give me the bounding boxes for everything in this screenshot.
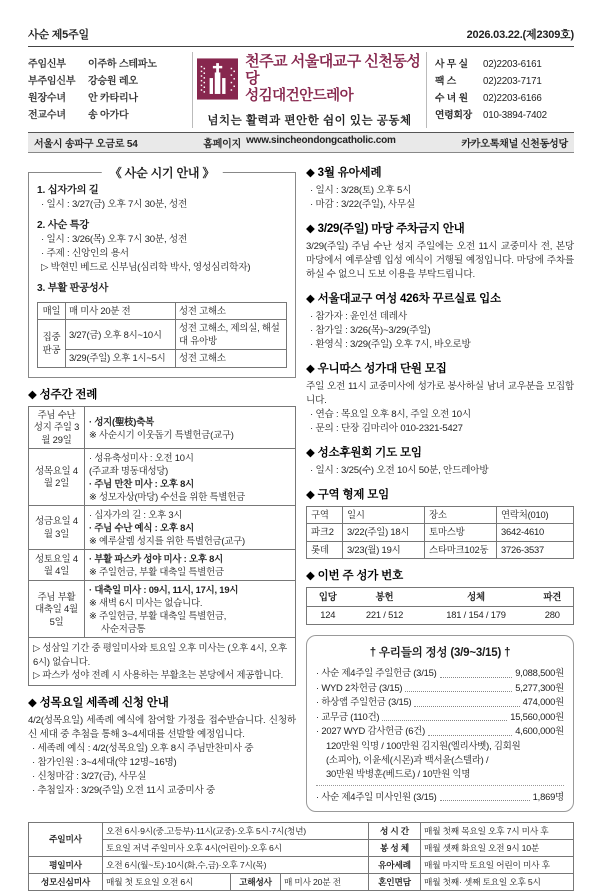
contact-list: [426, 52, 574, 128]
schedule-label: 주일미사: [29, 823, 103, 857]
header-cell: 연락처(010): [497, 506, 574, 524]
item-line: ▷ 박현민 베드로 신부님(심리학 박사, 영성심리학자): [41, 261, 251, 273]
title-bar: [28, 26, 574, 42]
issue-date: 2026.03.22.(제2309호): [466, 29, 574, 41]
offering-label: · 하상앱 주일헌금 (3/15): [316, 696, 412, 708]
detail-line: · 성지(聖枝)축복: [89, 415, 154, 427]
offering-item: [316, 666, 564, 681]
no-parking-paragraph: 3/29(주일) 주님 수난 성지 주일에는 오전 11시 교중미사 전, 본당 마당에서 예루살렘 입성 예식이 거행될 예정입니다. 마당에 주차를 하실 수 없으니 도보 이용을 부탁드립니다.: [306, 240, 574, 280]
header-cell: 파견: [532, 588, 574, 607]
schedule-value: 매월 첫 토요일 오전 6시: [103, 874, 231, 891]
offering-value: 1,869명: [532, 790, 564, 802]
staff-name: 송 아가다: [88, 110, 129, 121]
contact-row: [435, 73, 574, 90]
detail-line: ※ 사순시기 이웃돕기 특별헌금(교구): [89, 428, 234, 440]
right-column: [306, 164, 574, 813]
lent-guide-box: [28, 165, 296, 378]
church-name-line2: 성김대건안드레아: [245, 87, 354, 104]
item-title: 1. 십자가의 길: [37, 184, 99, 196]
cell: 221 / 512: [365, 609, 404, 621]
cell: 성전 고해소: [176, 302, 287, 320]
homepage-label: 홈페이지: [203, 138, 242, 150]
offering-title: † 우리들의 정성 (3/9~3/15) †: [369, 647, 511, 660]
schedule-value: 매 미사 20분 전: [281, 874, 369, 891]
cell: 집중 판공: [38, 320, 66, 368]
church-name-line1: 천주교 서울대교구 신천동성당: [245, 53, 421, 87]
header-cell: 일시: [343, 506, 425, 524]
staff-row: [28, 73, 192, 90]
cell: 스타마크102동: [425, 541, 497, 559]
cell: 매 미사 20분 전: [66, 302, 176, 320]
table-row: [29, 406, 296, 449]
district-heading: ◆ 구역 형제 모임: [306, 488, 390, 501]
lent-item-way-of-cross: [37, 183, 287, 212]
dot-leader: [414, 706, 519, 707]
detail-line: ※ 예루살렘 성지를 위한 특별헌금(교구): [89, 535, 245, 547]
cell: 파크2: [307, 524, 343, 542]
schedule-label: 성모신심미사: [29, 874, 103, 891]
day-cell: 주님 수난 성지 주일 3월 29일: [29, 406, 85, 449]
church-slogan: 넘치는 활력과 편안한 쉼이 있는 공동체: [207, 114, 412, 127]
choir-line: · 문의 : 단장 김마리아 010-2321-5427: [310, 422, 463, 434]
cell: 181 / 154 / 179: [446, 609, 506, 621]
vocation-heading: ◆ 성소후원회 기도 모임: [306, 446, 422, 459]
schedule-value: 매월 첫째· 셋째 토요일 오후 5시: [421, 874, 574, 891]
foot-washing-line: · 세족례 예식 : 4/2(성목요일) 오후 8시 주님만찬미사 중: [32, 742, 254, 754]
detail-line: · 대축일 미사 : 09시, 11시, 17시, 19시: [89, 584, 239, 596]
table-row: [307, 541, 574, 559]
offering-item: [316, 681, 564, 696]
table-row: [29, 506, 296, 550]
table-row: [29, 550, 296, 581]
schedule-label: 평일미사: [29, 857, 103, 874]
note-line: ▷ 파스카 성야 전례 시 사용하는 부활초는 본당에서 제공합니다.: [33, 669, 284, 681]
church-identity: [197, 54, 422, 104]
foot-washing-heading: ◆ 성목요일 세족례 신청 안내: [28, 696, 169, 709]
contact-value: 02)2203-6166: [483, 93, 542, 104]
cell: 3/23(월) 19시: [343, 541, 425, 559]
day-cell: 주님 부활 대축일 4월 5일: [29, 581, 85, 638]
offering-detail-line: (소피아), 이윤세(시몬)과 백서윤(스텔라) /: [326, 753, 489, 765]
staff-list: [28, 52, 193, 128]
cell: 매일: [38, 302, 66, 320]
schedule-value: 매월 마지막 토요일 어린이 미사 후: [421, 857, 574, 874]
hymns-heading: ◆ 이번 주 성가 번호: [306, 570, 403, 583]
notes-cell: [29, 638, 296, 686]
detail-line: · 십자가의 길 : 오후 3시: [89, 509, 183, 521]
left-column: [28, 164, 296, 813]
holy-week-heading: ◆ 성주간 전례: [28, 388, 98, 401]
schedule-label: 고해성사: [231, 874, 281, 891]
contact-row: [435, 107, 574, 124]
offering-label: · 사순 제4주일 미사인원 (3/15): [316, 790, 437, 802]
offering-detail-line: 30만원 박병훈(베드로) / 10만원 익명: [326, 767, 471, 779]
staff-role: 원장수녀: [28, 93, 66, 104]
cursillo-line: · 참가자 : 윤인선 데레사: [310, 310, 407, 322]
choir-paragraph: 주일 오전 11시 교중미사에 성가로 봉사하실 남녀 교우분을 모집합니다.: [306, 380, 574, 406]
schedule-label: 성 시 간: [369, 823, 421, 840]
item-title: 3. 부활 판공성사: [37, 282, 109, 294]
day-cell: 성토요일 4월 4일: [29, 550, 85, 581]
staff-row: [28, 90, 192, 107]
offering-label: · 사순 제4주일 주일헌금 (3/15): [316, 667, 437, 679]
dot-leader: [440, 677, 513, 678]
address-bar: [28, 132, 574, 153]
schedule-label: 유아세례: [369, 857, 421, 874]
table-row: [29, 449, 296, 506]
liturgical-week: 사순 제5주일: [28, 29, 89, 41]
cell: 롯데: [307, 541, 343, 559]
cursillo-line: · 환영식 : 3/29(주일) 오후 7시, 바오로방: [310, 338, 471, 350]
homepage-url: www.sincheondongcatholic.com: [246, 134, 396, 146]
table-row: [307, 524, 574, 542]
staff-name: 안 카타리나: [88, 93, 138, 104]
note-line: ▷ 성삼일 기간 중 평일미사와 토요일 오후 미사는 (오후 4시, 오후 6시) 없습니다.: [33, 642, 287, 667]
dotted-divider: [316, 785, 564, 786]
detail-line: (주교좌 명동대성당): [89, 465, 169, 477]
table-header-row: [307, 506, 574, 524]
table-row: [38, 320, 287, 350]
schedule-value: 오전 6시·9시(중.고등부)·11시(교중)·오후 5시·7시(청년): [103, 823, 369, 840]
contact-row: [435, 90, 574, 107]
dot-leader: [405, 691, 512, 692]
offering-value: 15,560,000원: [510, 710, 564, 722]
church-logo-icon: [197, 57, 238, 101]
dot-leader: [382, 720, 507, 721]
kakao-channel: 카카오톡채널 신천동성당: [461, 138, 568, 150]
schedule-value: 토요일 저녁 주일미사 오후 4시(어린이)·오후 6시: [103, 840, 369, 857]
offering-label: · WYD 2차헌금 (3/15): [316, 681, 403, 693]
detail-cell: [85, 506, 296, 550]
infant-baptism-heading: ◆ 3월 유아세례: [306, 166, 382, 179]
hymn-number-table: [306, 587, 574, 625]
dot-leader: [428, 735, 512, 736]
staff-role: 전교수녀: [28, 110, 66, 121]
item-line: · 일시 : 3/26(목) 오후 7시 30분, 성전: [41, 233, 188, 245]
cell: 3/27(금) 오후 8시~10시: [66, 320, 176, 350]
schedule-value: 오전 6시(월~토)·10시(화,수,금)·오후 7시(목): [103, 857, 369, 874]
foot-washing-line: · 추첨일자 : 3/29(주일) 오전 11시 교중미사 중: [32, 784, 216, 796]
lent-item-confession: [37, 281, 287, 296]
vocation-line: · 일시 : 3/25(수) 오전 10시 50분, 안드레아방: [310, 464, 489, 476]
contact-label: 사 무 실: [435, 59, 468, 70]
choir-line: · 연습 : 목요일 오후 8시, 주일 오전 10시: [310, 408, 471, 420]
contact-value: 02)2203-6161: [483, 59, 542, 70]
infant-baptism-line: · 일시 : 3/28(토) 오후 5시: [310, 184, 412, 196]
foot-washing-paragraph: 4/2(성목요일) 세족례 예식에 참여할 가정을 접수받습니다. 신청하신 세대 중 추첨을 통해 3~4세대를 선발할 예정입니다.: [28, 714, 296, 740]
detail-line: 사순저금통: [101, 623, 146, 635]
lent-guide-title: 《 사순 시기 안내 》: [102, 164, 223, 181]
cell: 3642-4610: [497, 524, 574, 542]
detail-line: ※ 주일헌금, 부활 대축일 특별헌금: [89, 566, 224, 578]
no-parking-heading: ◆ 3/29(주일) 마당 주차금지 안내: [306, 222, 465, 235]
cell: 124: [320, 609, 336, 621]
staff-role: 주임신부: [28, 59, 66, 70]
offering-value: 474,000원: [522, 696, 564, 708]
staff-name: 강승원 레오: [88, 76, 138, 87]
dot-leader: [440, 800, 530, 801]
foot-washing-line: · 신청마감 : 3/27(금), 사무실: [32, 770, 147, 782]
table-row: [38, 302, 287, 320]
offering-value: 5,277,300원: [515, 681, 564, 693]
offering-box: [306, 635, 574, 812]
infant-baptism-line: · 마감 : 3/22(주일), 사무실: [310, 198, 416, 210]
table-row: [29, 857, 574, 874]
header-cell: 봉헌: [349, 588, 421, 607]
detail-line: · 부활 파스카 성야 미사 : 오후 8시: [89, 553, 223, 565]
choir-heading: ◆ 우니따스 성가대 단원 모집: [306, 362, 447, 375]
item-line: · 일시 : 3/27(금) 오후 7시 30분, 성전: [41, 198, 188, 210]
table-row: [29, 840, 574, 857]
church-name: [245, 54, 422, 104]
offering-item: [316, 724, 564, 739]
staff-role: 부주임신부: [28, 76, 76, 87]
detail-line: · 주님 수난 예식 : 오후 8시: [89, 522, 194, 534]
detail-cell: [85, 449, 296, 506]
cell: 토마스방: [425, 524, 497, 542]
table-row: [38, 350, 287, 368]
contact-row: [435, 56, 574, 73]
cell: 3/22(주일) 18시: [343, 524, 425, 542]
staff-name: 이주하 스테파노: [88, 59, 157, 70]
item-line: · 주제 : 신앙인의 용서: [41, 247, 129, 259]
district-table: [306, 506, 574, 560]
item-title: 2. 사순 특강: [37, 219, 89, 231]
table-row: [29, 823, 574, 840]
offering-detail-line: 120만원 익명 / 100만원 김지원(엘리사벳), 김회원: [326, 739, 521, 751]
divider: [28, 46, 574, 47]
cursillo-line: · 참가일 : 3/26(목)~3/29(주일): [310, 324, 431, 336]
table-row: [29, 874, 574, 891]
header-cell: 성체: [421, 588, 532, 607]
day-cell: 성목요일 4월 2일: [29, 449, 85, 506]
homepage: [203, 135, 395, 150]
detail-line: · 성유축성미사 : 오전 10시: [89, 452, 194, 464]
table-row: [29, 581, 296, 638]
cursillo-heading: ◆ 서울대교구 여성 426차 꾸르실료 입소: [306, 292, 501, 305]
offering-label: · 교무금 (110건): [316, 710, 380, 722]
detail-line: · 주님 만찬 미사 : 오후 8시: [89, 478, 194, 490]
cell: 3726-3537: [497, 541, 574, 559]
foot-washing-line: · 참가인원 : 3~4세대(약 12명~16명): [32, 756, 177, 768]
cell: 280: [544, 609, 560, 621]
contact-label: 팩 스: [435, 76, 457, 87]
detail-line: ※ 주일헌금, 부활 대축일 특별헌금,: [89, 610, 227, 622]
schedule-value: 매월 첫째 목요일 오후 7시 미사 후: [421, 823, 574, 840]
detail-cell: [85, 550, 296, 581]
offering-final-item: [316, 790, 564, 805]
detail-line: ※ 성모자상(마당) 수선을 위한 특별헌금: [89, 491, 245, 503]
header-cell: 입당: [307, 588, 349, 607]
detail-line: ※ 새벽 6시 미사는 없습니다.: [89, 597, 203, 609]
staff-row: [28, 107, 192, 124]
detail-cell: [85, 581, 296, 638]
masthead-center: [193, 52, 426, 128]
offering-item: [316, 710, 564, 725]
content-columns: [28, 164, 574, 813]
schedule-value: 매월 셋째 화요일 오전 9시 10분: [421, 840, 574, 857]
staff-row: [28, 56, 192, 73]
schedule-label: 혼인면담: [369, 874, 421, 891]
masthead: [28, 52, 574, 128]
table-row-notes: [29, 638, 296, 686]
offering-label: · 2027 WYD 감사헌금 (6건): [316, 725, 426, 737]
cell: 성전 고해소: [176, 350, 287, 368]
lent-item-lecture: [37, 218, 287, 275]
header-cell: 장소: [425, 506, 497, 524]
cell: 3/29(주일) 오후 1시~5시: [66, 350, 176, 368]
offering-value: 9,088,500원: [515, 667, 564, 679]
contact-label: 수 녀 원: [435, 93, 468, 104]
contact-value: 02)2203-7171: [483, 76, 542, 87]
contact-value: 010-3894-7402: [483, 110, 547, 121]
table-header-row: [307, 588, 574, 607]
offering-value: 4,600,000원: [515, 725, 564, 737]
detail-cell: [85, 406, 296, 449]
schedule-label: 봉 성 체: [369, 840, 421, 857]
table-row: [307, 606, 574, 625]
confession-schedule-table: [37, 302, 287, 368]
mass-schedule-table: [28, 822, 574, 891]
header-cell: 구역: [307, 506, 343, 524]
church-address: 서울시 송파구 오금로 54: [34, 138, 138, 150]
offering-item: [316, 695, 564, 710]
contact-label: 연령회장: [435, 110, 473, 121]
holy-week-table: [28, 406, 296, 686]
cell: 성전 고해소, 제의실, 해설대 유아방: [176, 320, 287, 350]
day-cell: 성금요일 4월 3일: [29, 506, 85, 550]
